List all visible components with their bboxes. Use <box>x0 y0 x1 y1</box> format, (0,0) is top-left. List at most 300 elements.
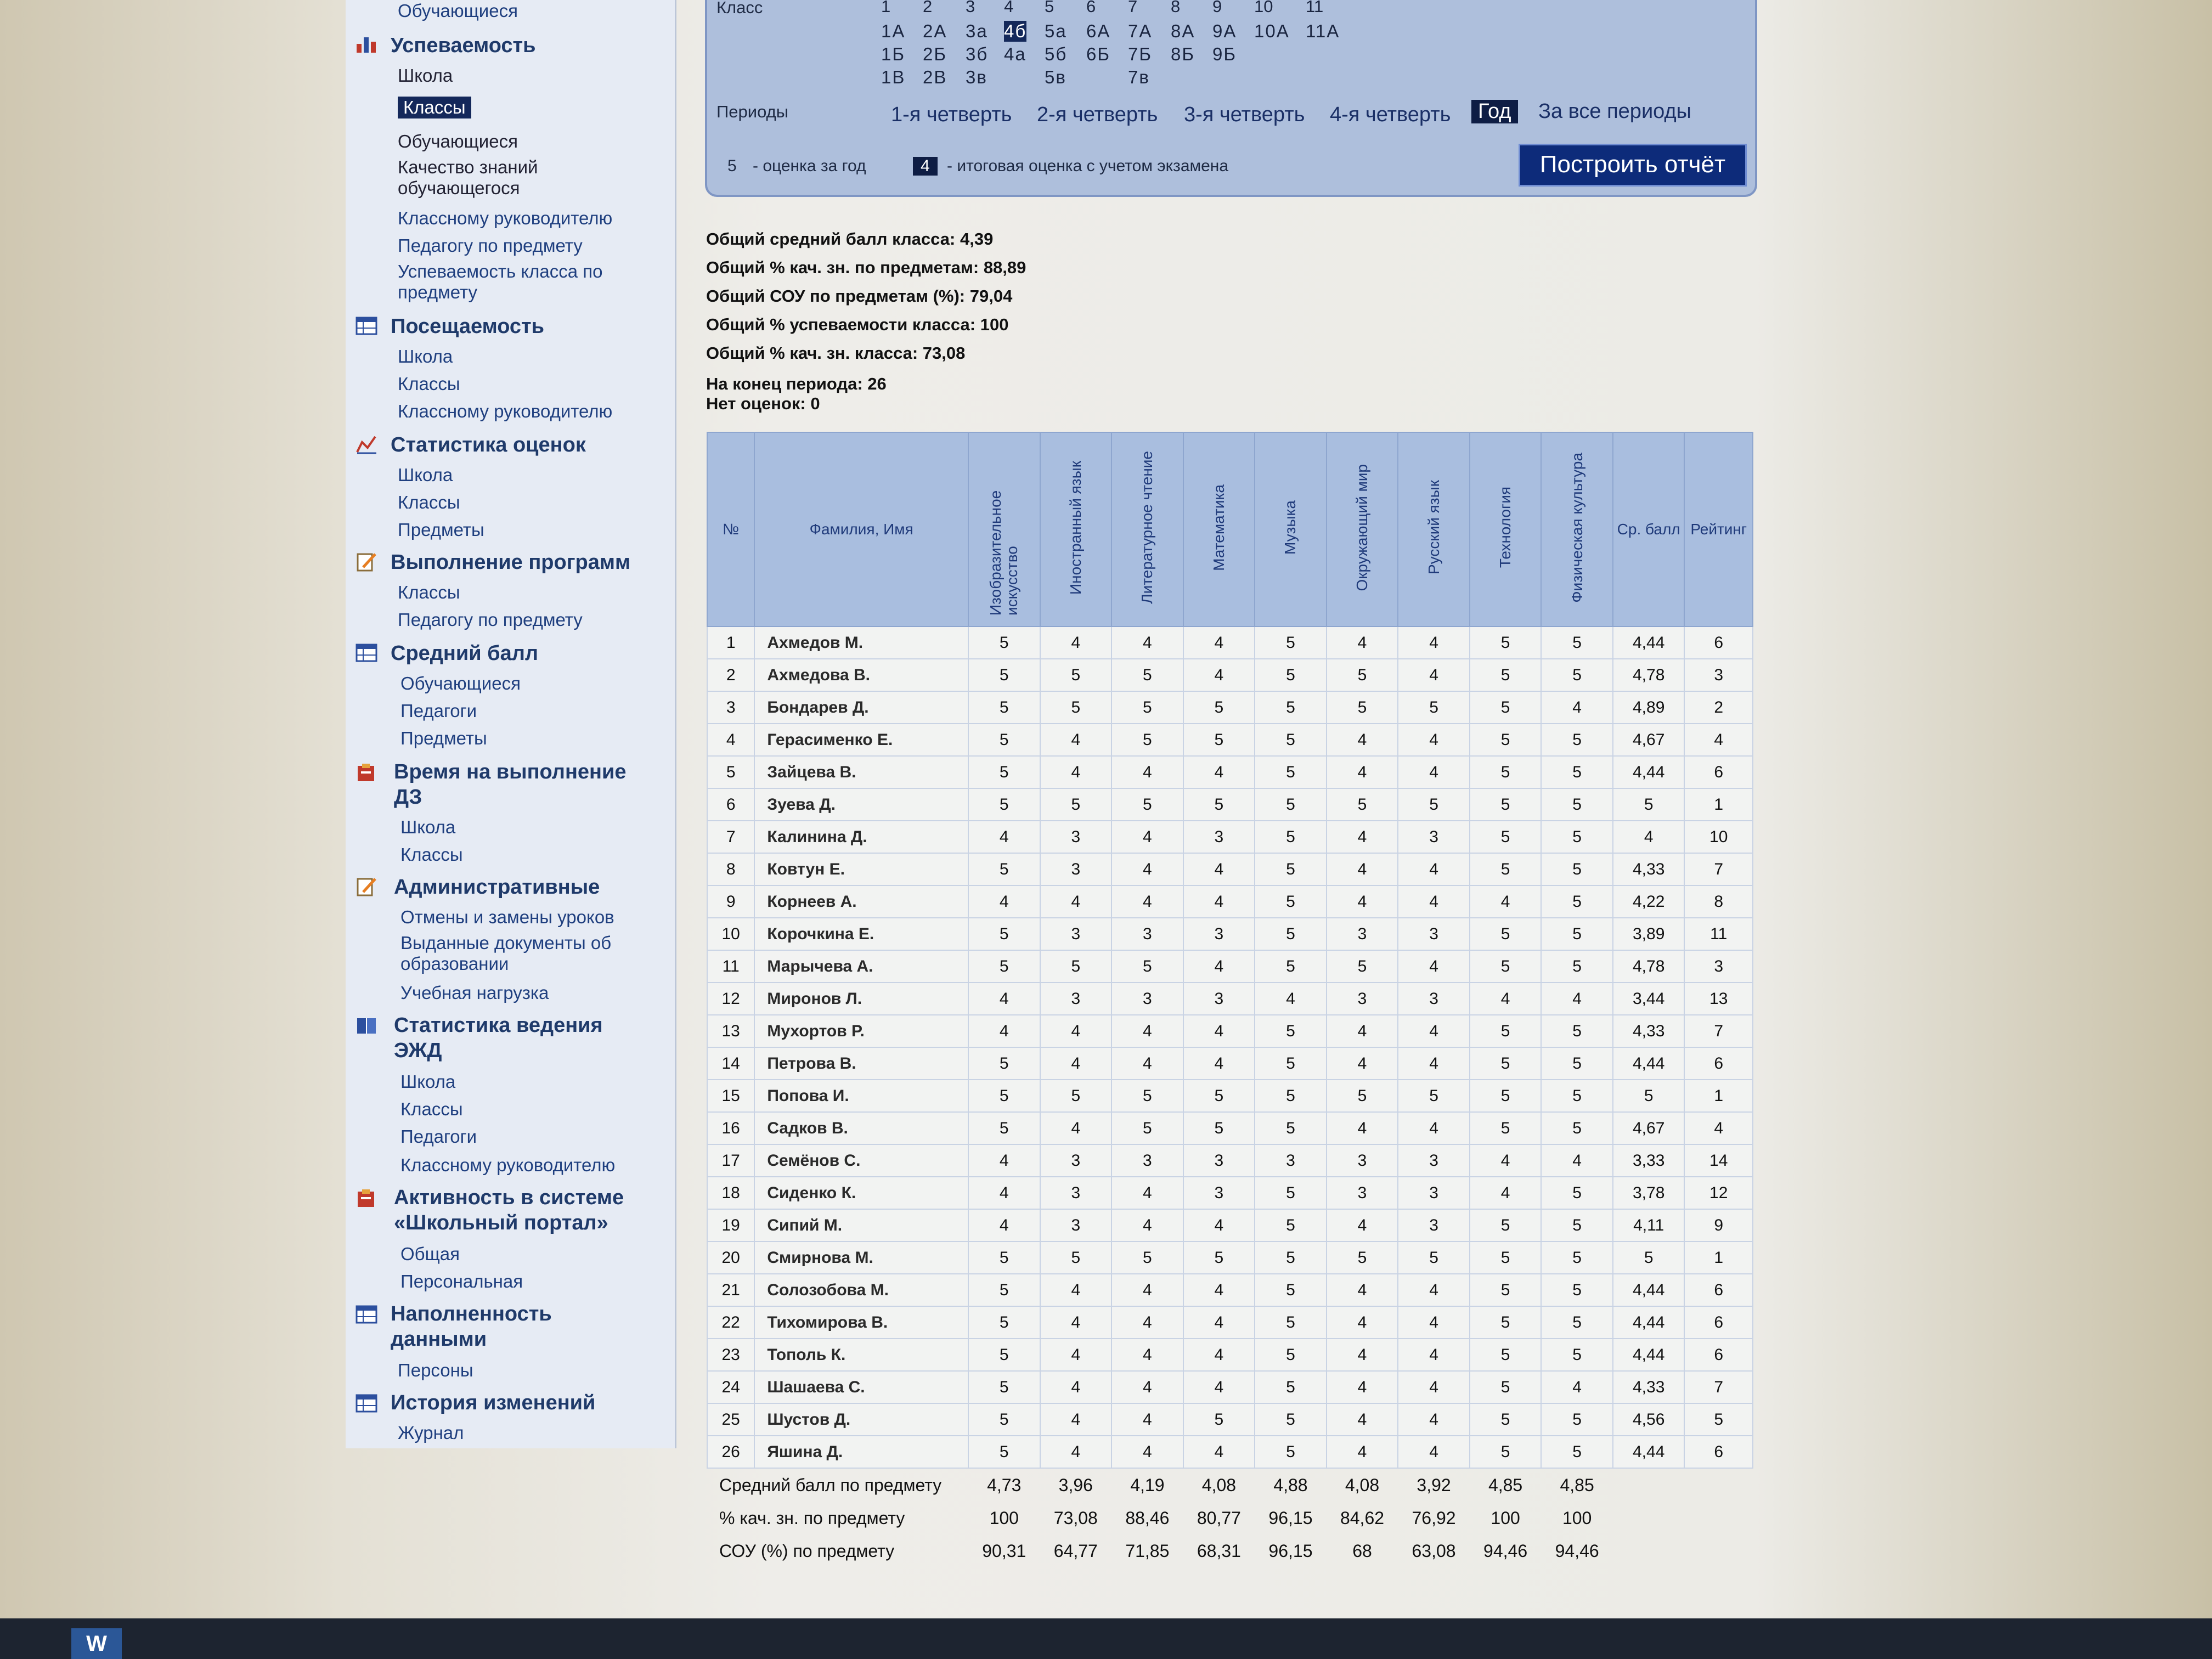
grade-cell: 3 <box>1327 1144 1398 1177</box>
row-number-cell: 10 <box>707 918 754 950</box>
table-row <box>707 1112 1753 1144</box>
footer-value-cell: 4,85 <box>1560 1475 1594 1495</box>
sidebar-item-classes-active[interactable]: Классы <box>398 97 471 119</box>
student-name-cell: Бондарев Д. <box>754 691 968 724</box>
table-row <box>707 627 1753 659</box>
grade-cell: 5 <box>1541 1047 1613 1080</box>
footer-row <box>707 1502 1753 1534</box>
grade-cell: 5 <box>1255 1047 1327 1080</box>
grade-cell: 5 <box>1541 724 1613 756</box>
grade-cell: 4 <box>1040 1112 1112 1144</box>
col-header-average <box>1613 432 1685 627</box>
legend-year-text: - оценка за год <box>753 157 866 175</box>
grade-cell: 4 <box>1183 1371 1255 1403</box>
grade-cell: 5 <box>1255 885 1327 918</box>
grade-cell: 5 <box>968 1274 1040 1306</box>
grade-cell: 4 <box>1040 1047 1112 1080</box>
grade-cell: 4 <box>968 885 1040 918</box>
row-number-cell: 5 <box>707 756 754 788</box>
class-option[interactable]: 2А <box>923 21 947 41</box>
sidebar-item-knowledge-quality[interactable]: Качество знаний обучающегося <box>398 157 538 198</box>
rating-cell: 1 <box>1684 1242 1753 1274</box>
grade-cell: 5 <box>1255 918 1327 950</box>
grade-cell: 4 <box>1541 1144 1613 1177</box>
col-header-subject <box>1470 432 1542 627</box>
grade-cell: 4 <box>1183 1015 1255 1047</box>
row-number-cell: 17 <box>707 1144 754 1177</box>
grade-cell: 5 <box>1541 1403 1613 1436</box>
grade-cell: 4 <box>1040 885 1112 918</box>
grade-cell: 3 <box>1327 1177 1398 1209</box>
grade-cell: 4 <box>1327 1274 1398 1306</box>
grade-cell: 5 <box>968 788 1040 821</box>
grade-cell: 4 <box>1040 627 1112 659</box>
grade-cell: 5 <box>1541 756 1613 788</box>
sidebar <box>346 0 676 1448</box>
table-row <box>707 950 1753 983</box>
footer-value-cell: 96,15 <box>1268 1541 1313 1561</box>
grade-cell: 5 <box>968 659 1040 691</box>
sidebar-item-school[interactable]: Школа <box>398 65 453 86</box>
student-name-cell: Ковтун Е. <box>754 853 968 885</box>
class-option[interactable]: 3б <box>966 44 989 64</box>
sidebar-heading-attendance[interactable]: Посещаемость <box>391 315 545 338</box>
rating-cell: 6 <box>1684 1339 1753 1371</box>
sidebar-item-attendance-classes[interactable]: Классы <box>398 374 460 394</box>
period-year-selected[interactable]: Год <box>1471 100 1518 123</box>
sidebar-item-avg-students[interactable]: Обучающиеся <box>400 673 521 693</box>
grade-cell: 5 <box>1541 1177 1613 1209</box>
student-name-cell: Мухортов Р. <box>754 1015 968 1047</box>
row-number-cell: 20 <box>707 1242 754 1274</box>
grade-cell: 4 <box>1470 885 1542 918</box>
class-option[interactable]: 1А <box>881 21 906 41</box>
summary-avg-label: Общий средний балл класса: <box>706 229 956 249</box>
footer-value-cell: 4,73 <box>987 1475 1022 1495</box>
summary-quality-class-label: Общий % кач. зн. класса: <box>706 343 918 363</box>
grade-cell: 5 <box>1255 1015 1327 1047</box>
col-header-rating-label: Рейтинг <box>1690 521 1747 538</box>
sidebar-heading-data-fill[interactable]: Наполненность данными <box>391 1302 552 1351</box>
book-icon <box>356 1016 377 1036</box>
sidebar-item-activity-personal[interactable]: Персональная <box>400 1271 523 1291</box>
grade-cell: 5 <box>1470 853 1542 885</box>
class-option[interactable]: 5б <box>1045 44 1068 64</box>
sidebar-item-subject-teacher[interactable]: Педагогу по предмету <box>398 235 583 256</box>
grade-cell: 4 <box>1111 1015 1183 1047</box>
class-option[interactable]: 5а <box>1045 21 1067 41</box>
grade-cell: 4 <box>1040 1436 1112 1468</box>
sidebar-item-avg-subjects[interactable]: Предметы <box>400 728 487 748</box>
col-header-rating[interactable] <box>1684 432 1753 627</box>
grade-cell: 3 <box>1111 918 1183 950</box>
footer-value-cell: 100 <box>1562 1508 1592 1528</box>
grade-cell: 3 <box>1040 1144 1112 1177</box>
student-name-cell: Герасименко Е. <box>754 724 968 756</box>
average-cell: 4,44 <box>1613 1047 1685 1080</box>
table-row <box>707 1209 1753 1242</box>
footer-value-cell: 96,15 <box>1268 1508 1313 1528</box>
class-option[interactable]: 5в <box>1045 67 1066 87</box>
sidebar-heading-performance[interactable]: Успеваемость <box>391 34 536 57</box>
grade-cell: 5 <box>1111 691 1183 724</box>
grade-cell: 5 <box>1470 1436 1542 1468</box>
grade-cell: 5 <box>1470 1274 1542 1306</box>
grade-cell: 5 <box>1470 1112 1542 1144</box>
grade-cell: 4 <box>968 1209 1040 1242</box>
student-name-cell: Сипий М. <box>754 1209 968 1242</box>
footer-value-cell: 76,92 <box>1412 1508 1456 1528</box>
sidebar-heading-ejournal-stats[interactable]: Статистика ведения ЭЖД <box>394 1014 603 1062</box>
sidebar-item-issued-documents[interactable]: Выданные документы об образовании <box>400 933 612 974</box>
class-option[interactable]: 9Б <box>1212 44 1237 64</box>
grade-cell: 5 <box>1541 627 1613 659</box>
class-option[interactable]: 8Б <box>1171 44 1195 64</box>
grade-cell: 4 <box>1327 627 1398 659</box>
sidebar-item-class-subject-performance[interactable]: Успеваемость класса по предмету <box>398 261 603 302</box>
footer-value-cell: 84,62 <box>1340 1508 1385 1528</box>
grade-cell: 4 <box>1398 659 1470 691</box>
row-number-cell: 1 <box>707 627 754 659</box>
bar-chart-icon <box>356 34 377 54</box>
class-option[interactable]: 7Б <box>1128 44 1153 64</box>
sidebar-heading-grade-stats[interactable]: Статистика оценок <box>391 433 586 456</box>
table-row <box>707 918 1753 950</box>
sidebar-item-activity-general[interactable]: Общая <box>400 1244 460 1264</box>
grade-cell: 5 <box>1255 691 1327 724</box>
period-all[interactable]: За все периоды <box>1538 100 1691 123</box>
rating-cell: 10 <box>1684 821 1753 853</box>
sidebar-item-homework-school[interactable]: Школа <box>400 817 456 837</box>
grade-cell: 5 <box>1111 724 1183 756</box>
period-q2[interactable]: 2-я четверть <box>1037 103 1158 126</box>
grade-cell: 5 <box>1470 1047 1542 1080</box>
class-option[interactable]: 1В <box>881 67 906 87</box>
grade-cell: 4 <box>1398 1436 1470 1468</box>
summary-avg <box>706 229 993 249</box>
grade-cell: 4 <box>1327 1436 1398 1468</box>
grade-cell: 4 <box>968 1144 1040 1177</box>
average-cell: 4,44 <box>1613 1339 1685 1371</box>
rating-cell: 4 <box>1684 1112 1753 1144</box>
grade-cell: 3 <box>1111 1144 1183 1177</box>
student-name-cell: Корочкина Е. <box>754 918 968 950</box>
sidebar-heading-homework-time[interactable]: Время на выполнение ДЗ <box>394 760 627 809</box>
grade-cell: 5 <box>1541 788 1613 821</box>
student-name-cell: Калинина Д. <box>754 821 968 853</box>
col-header-name[interactable] <box>754 432 968 627</box>
grade-cell: 4 <box>1327 1015 1398 1047</box>
grade-cell: 5 <box>968 1371 1040 1403</box>
grade-cell: 5 <box>1327 1080 1398 1112</box>
grade-cell: 5 <box>968 918 1040 950</box>
grade-cell: 5 <box>1470 1242 1542 1274</box>
period-q4[interactable]: 4-я четверть <box>1330 103 1451 126</box>
grade-cell: 4 <box>1183 885 1255 918</box>
grade-cell: 3 <box>1111 983 1183 1015</box>
period-q1[interactable]: 1-я четверть <box>891 103 1012 126</box>
footer-value-cell: 4,85 <box>1488 1475 1523 1495</box>
sidebar-item-students-top[interactable]: Обучающиеся <box>398 1 518 21</box>
table-icon <box>356 1393 377 1413</box>
grade-cell: 4 <box>1398 1339 1470 1371</box>
footer-value-cell: 73,08 <box>1053 1508 1098 1528</box>
grade-cell: 5 <box>1541 1209 1613 1242</box>
grade-cell: 5 <box>1255 1403 1327 1436</box>
student-name-cell: Миронов Л. <box>754 983 968 1015</box>
grade-cell: 5 <box>1255 821 1327 853</box>
grade-cell: 5 <box>1470 1080 1542 1112</box>
row-number-cell: 6 <box>707 788 754 821</box>
grade-cell: 4 <box>1183 1047 1255 1080</box>
footer-empty-cell <box>1684 1502 1753 1534</box>
rating-cell: 1 <box>1684 788 1753 821</box>
average-cell: 4,56 <box>1613 1403 1685 1436</box>
legend-final-text: - итоговая оценка с учетом экзамена <box>947 157 1229 175</box>
grade-cell: 5 <box>1255 853 1327 885</box>
average-cell: 4,67 <box>1613 1112 1685 1144</box>
row-number-cell: 2 <box>707 659 754 691</box>
table-row <box>707 659 1753 691</box>
footer-value-cell: 71,85 <box>1125 1541 1170 1561</box>
grade-cell: 4 <box>1327 724 1398 756</box>
grade-cell: 5 <box>1541 821 1613 853</box>
footer-row <box>707 1534 1753 1567</box>
sidebar-heading-administrative[interactable]: Административные <box>394 876 600 899</box>
grade-cell: 5 <box>1255 756 1327 788</box>
grade-cell: 5 <box>1183 1242 1255 1274</box>
rating-cell: 3 <box>1684 659 1753 691</box>
class-option[interactable]: 6Б <box>1086 44 1111 64</box>
class-option[interactable]: 11А <box>1306 21 1340 41</box>
sidebar-heading-average-score[interactable]: Средний балл <box>391 642 539 665</box>
sidebar-item-program-classes[interactable]: Классы <box>398 582 460 602</box>
rating-cell: 14 <box>1684 1144 1753 1177</box>
sidebar-heading-program-completion[interactable]: Выполнение программ <box>391 551 631 574</box>
sidebar-item-ejournal-teachers[interactable]: Педагоги <box>400 1126 477 1147</box>
grade-cell: 4 <box>1398 1047 1470 1080</box>
col-header-number-label: № <box>723 521 740 538</box>
summary-quality-subjects-label: Общий % кач. зн. по предметам: <box>706 258 979 277</box>
grade-cell: 4 <box>1327 1371 1398 1403</box>
grade-cell: 5 <box>1111 788 1183 821</box>
grade-cell: 4 <box>1111 1274 1183 1306</box>
footer-row <box>707 1468 1753 1502</box>
table-row <box>707 1144 1753 1177</box>
grade-cell: 4 <box>1111 1177 1183 1209</box>
summary-quality-subjects-value: 88,89 <box>983 258 1026 277</box>
class-option[interactable]: 7в <box>1128 67 1150 87</box>
table-row <box>707 821 1753 853</box>
sidebar-item-grade-stats-classes[interactable]: Классы <box>398 492 460 512</box>
grade-cell: 5 <box>1327 691 1398 724</box>
footer-empty-cell <box>1613 1468 1685 1502</box>
average-cell: 3,89 <box>1613 918 1685 950</box>
sidebar-heading-portal-activity[interactable]: Активность в системе «Школьный портал» <box>394 1186 624 1234</box>
grade-cell: 4 <box>1398 1112 1470 1144</box>
average-cell: 3,33 <box>1613 1144 1685 1177</box>
grade-cell: 4 <box>1327 1339 1398 1371</box>
class-option[interactable]: 4а <box>1004 44 1026 64</box>
grade-cell: 4 <box>968 1015 1040 1047</box>
class-option[interactable]: 6А <box>1086 21 1111 41</box>
grade-cell: 5 <box>1111 1080 1183 1112</box>
grade-cell: 3 <box>1040 983 1112 1015</box>
col-header-subject <box>1327 432 1398 627</box>
grade-cell: 5 <box>968 1112 1040 1144</box>
grade-cell: 5 <box>968 1306 1040 1339</box>
average-cell: 3,44 <box>1613 983 1685 1015</box>
grade-cell: 5 <box>1255 659 1327 691</box>
col-header-average-label: Ср. балл <box>1617 521 1680 538</box>
student-name-cell: Смирнова М. <box>754 1242 968 1274</box>
sidebar-item-persons[interactable]: Персоны <box>398 1360 473 1380</box>
sidebar-item-class-teacher[interactable]: Классному руководителю <box>398 208 613 228</box>
row-number-cell: 15 <box>707 1080 754 1112</box>
grade-cell: 5 <box>968 950 1040 983</box>
table-row <box>707 1242 1753 1274</box>
grade-number: 5 <box>1045 0 1054 16</box>
footer-label: СОУ (%) по предмету <box>719 1541 895 1561</box>
row-number-cell: 18 <box>707 1177 754 1209</box>
average-cell: 4,33 <box>1613 1015 1685 1047</box>
grade-cell: 4 <box>1470 1144 1542 1177</box>
footer-value-cell: 90,31 <box>982 1541 1026 1561</box>
student-name-cell: Ахмедов М. <box>754 627 968 659</box>
sidebar-item-ejournal-classes[interactable]: Классы <box>400 1099 463 1119</box>
grade-cell: 5 <box>1040 691 1112 724</box>
sidebar-heading-change-history[interactable]: История изменений <box>391 1391 596 1414</box>
word-app-icon[interactable]: W <box>71 1628 122 1659</box>
row-number-cell: 26 <box>707 1436 754 1468</box>
footer-value-cell: 4,88 <box>1273 1475 1308 1495</box>
class-option[interactable]: 2В <box>923 67 947 87</box>
average-cell: 4 <box>1613 821 1685 853</box>
col-header-subject <box>968 432 1040 627</box>
col-header-subject-label: Окружающий мир <box>1353 464 1370 591</box>
grade-number: 6 <box>1086 0 1096 16</box>
rating-cell: 8 <box>1684 885 1753 918</box>
row-number-cell: 21 <box>707 1274 754 1306</box>
grade-cell: 3 <box>1398 1209 1470 1242</box>
row-number-cell: 9 <box>707 885 754 918</box>
sidebar-item-attendance-class-teacher[interactable]: Классному руководителю <box>398 401 613 421</box>
average-cell: 4,78 <box>1613 659 1685 691</box>
grade-cell: 5 <box>1255 1242 1327 1274</box>
sidebar-item-grade-stats-subjects[interactable]: Предметы <box>398 520 484 540</box>
activity-icon <box>356 1188 377 1208</box>
grade-cell: 5 <box>1183 724 1255 756</box>
sidebar-item-teaching-load[interactable]: Учебная нагрузка <box>400 983 549 1003</box>
class-option[interactable]: 7А <box>1128 21 1153 41</box>
grades-table-body <box>707 627 1753 1468</box>
grade-number: 1 <box>881 0 891 16</box>
table-row <box>707 1371 1753 1403</box>
table-row <box>707 853 1753 885</box>
periods-label: Периоды <box>716 102 789 121</box>
col-header-name-label: Фамилия, Имя <box>809 521 913 538</box>
grade-cell: 5 <box>1183 1112 1255 1144</box>
sidebar-item-homework-classes[interactable]: Классы <box>400 844 463 865</box>
sidebar-item-lesson-cancellations[interactable]: Отмены и замены уроков <box>400 907 614 927</box>
col-header-subject <box>1183 432 1255 627</box>
sidebar-item-attendance-school[interactable]: Школа <box>398 346 453 366</box>
grade-cell: 5 <box>968 1047 1040 1080</box>
class-option[interactable]: 3в <box>966 67 988 87</box>
grade-cell: 4 <box>1398 724 1470 756</box>
col-header-subject <box>1040 432 1112 627</box>
class-option[interactable]: 8А <box>1171 21 1195 41</box>
grades-table <box>707 432 1753 1567</box>
row-number-cell: 25 <box>707 1403 754 1436</box>
student-name-cell: Попова И. <box>754 1080 968 1112</box>
summary-sou <box>706 286 1012 306</box>
sidebar-item-ejournal-class-teacher[interactable]: Классному руководителю <box>400 1155 616 1175</box>
col-header-subject-label: Технология <box>1497 487 1514 568</box>
col-header-subject-label: Математика <box>1210 484 1227 571</box>
grade-cell: 3 <box>1183 918 1255 950</box>
grade-number: 3 <box>966 0 975 16</box>
grade-cell: 5 <box>1541 1339 1613 1371</box>
period-q3[interactable]: 3-я четверть <box>1184 103 1305 126</box>
student-name-cell: Ахмедова В. <box>754 659 968 691</box>
class-option[interactable]: 9А <box>1212 21 1237 41</box>
grade-cell: 5 <box>1470 627 1542 659</box>
grade-cell: 4 <box>1111 853 1183 885</box>
summary-quality-class-value: 73,08 <box>922 343 966 363</box>
sidebar-item-avg-teachers[interactable]: Педагоги <box>400 701 477 721</box>
grade-cell: 5 <box>968 1403 1040 1436</box>
class-option-selected[interactable]: 4б <box>1004 21 1027 41</box>
sidebar-item-ejournal-school[interactable]: Школа <box>400 1071 456 1092</box>
table-row <box>707 1080 1753 1112</box>
row-number-cell: 3 <box>707 691 754 724</box>
class-option[interactable]: 10А <box>1254 21 1290 41</box>
grade-cell: 5 <box>1470 1403 1542 1436</box>
grade-cell: 5 <box>1327 659 1398 691</box>
footer-value-cell: 64,77 <box>1053 1541 1098 1561</box>
table-row <box>707 788 1753 821</box>
grade-cell: 5 <box>968 1080 1040 1112</box>
grade-cell: 4 <box>1111 821 1183 853</box>
table-icon <box>356 643 377 663</box>
col-header-subject-label: Русский язык <box>1425 480 1442 575</box>
grade-cell: 5 <box>1255 1209 1327 1242</box>
summary-sou-value: 79,04 <box>969 286 1013 306</box>
grade-cell: 5 <box>968 853 1040 885</box>
grade-number: 10 <box>1254 0 1273 16</box>
grade-cell: 4 <box>1183 659 1255 691</box>
sidebar-item-grade-stats-school[interactable]: Школа <box>398 465 453 485</box>
sidebar-item-journal[interactable]: Журнал <box>398 1423 464 1443</box>
grade-cell: 4 <box>1111 1306 1183 1339</box>
rating-cell: 7 <box>1684 853 1753 885</box>
grade-cell: 4 <box>1040 724 1112 756</box>
grade-cell: 3 <box>1183 1144 1255 1177</box>
grade-cell: 5 <box>968 724 1040 756</box>
class-option[interactable]: 2Б <box>923 44 947 64</box>
build-report-button[interactable]: Построить отчёт <box>1519 144 1747 187</box>
rating-cell: 6 <box>1684 1274 1753 1306</box>
class-option[interactable]: 3а <box>966 21 988 41</box>
grade-cell: 5 <box>968 756 1040 788</box>
sidebar-item-students[interactable]: Обучающиеся <box>398 131 518 151</box>
class-option[interactable]: 1Б <box>881 44 906 64</box>
grade-cell: 5 <box>968 1339 1040 1371</box>
sidebar-item-program-subject-teacher[interactable]: Педагогу по предмету <box>398 610 583 630</box>
grade-cell: 5 <box>1255 950 1327 983</box>
grade-cell: 4 <box>1255 983 1327 1015</box>
